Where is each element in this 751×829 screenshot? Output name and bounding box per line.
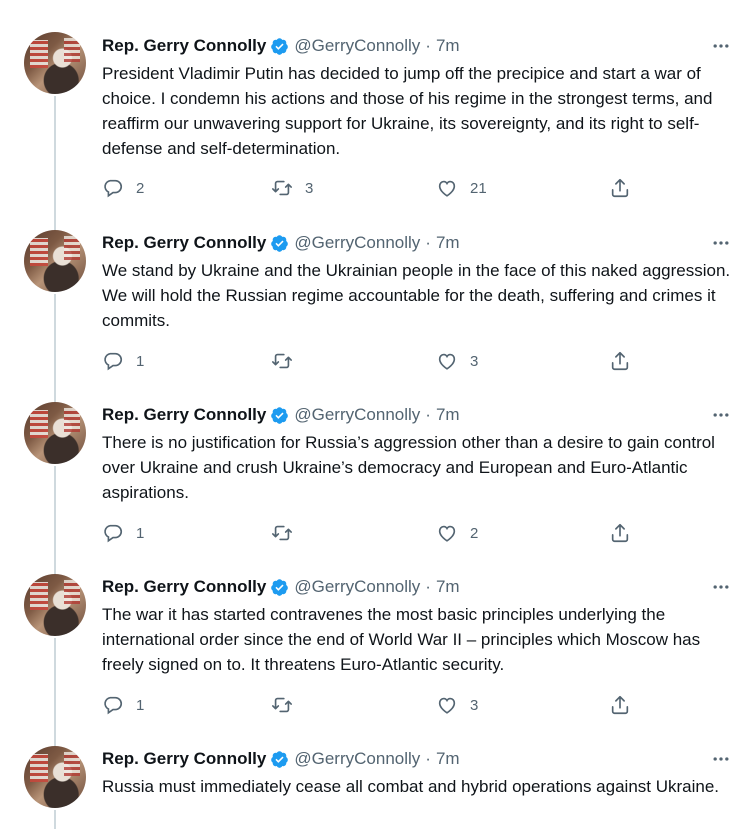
retweet-button[interactable] — [271, 349, 305, 373]
like-count: 3 — [470, 352, 479, 370]
tweet[interactable] — [0, 574, 751, 746]
like-count: 21 — [470, 179, 487, 197]
tweet-text: We stand by Ukraine and the Ukrainian people in the face of this naked aggression. We will hold the Russian regime accountable for the death, suffering and crimes it commits. — [102, 261, 731, 330]
timestamp[interactable]: 7m — [435, 233, 460, 252]
timestamp[interactable]: 7m — [435, 749, 460, 768]
author-handle[interactable]: @GerryConnolly — [294, 405, 421, 424]
tweet-header — [102, 576, 460, 598]
separator-dot: · — [425, 405, 431, 424]
tweet[interactable] — [0, 402, 751, 574]
avatar[interactable] — [24, 230, 86, 292]
verified-badge-icon — [270, 750, 289, 769]
reply-count: 1 — [136, 352, 145, 370]
author-name[interactable]: Rep. Gerry Connolly — [102, 577, 267, 596]
like-icon — [436, 522, 458, 544]
reply-count: 1 — [136, 696, 145, 714]
more-icon[interactable] — [710, 35, 732, 57]
reply-icon — [102, 177, 124, 199]
like-button[interactable] — [436, 521, 478, 545]
like-button[interactable] — [436, 693, 478, 717]
like-icon — [436, 177, 458, 199]
tweet-actions — [0, 349, 751, 373]
share-icon — [609, 522, 631, 544]
like-count: 3 — [470, 696, 479, 714]
share-button[interactable] — [609, 693, 631, 717]
separator-dot: · — [425, 36, 431, 55]
like-count: 2 — [470, 524, 479, 542]
reply-icon — [102, 350, 124, 372]
more-icon[interactable] — [710, 232, 732, 254]
tweet-actions — [0, 521, 751, 545]
tweet-actions — [0, 176, 751, 200]
verified-badge-icon — [270, 578, 289, 597]
reply-button[interactable] — [102, 693, 144, 717]
reply-button[interactable] — [102, 349, 144, 373]
reply-count: 1 — [136, 524, 145, 542]
share-icon — [609, 350, 631, 372]
author-name[interactable]: Rep. Gerry Connolly — [102, 405, 267, 424]
more-icon[interactable] — [710, 576, 732, 598]
author-name[interactable]: Rep. Gerry Connolly — [102, 233, 267, 252]
like-icon — [436, 694, 458, 716]
author-handle[interactable]: @GerryConnolly — [294, 577, 421, 596]
tweet-header — [102, 232, 460, 254]
tweet-actions — [0, 693, 751, 717]
reply-button[interactable] — [102, 521, 144, 545]
retweet-icon — [271, 177, 293, 199]
like-button[interactable] — [436, 176, 487, 200]
reply-count: 2 — [136, 179, 145, 197]
share-button[interactable] — [609, 521, 631, 545]
tweet-header — [102, 404, 460, 426]
separator-dot: · — [425, 749, 431, 768]
avatar[interactable] — [24, 32, 86, 94]
tweet-text: Russia must immediately cease all combat and hybrid operations against Ukraine. — [102, 777, 720, 796]
avatar[interactable] — [24, 574, 86, 636]
more-icon[interactable] — [710, 748, 732, 770]
timestamp[interactable]: 7m — [435, 577, 460, 596]
avatar[interactable] — [24, 402, 86, 464]
tweet[interactable] — [0, 230, 751, 402]
author-handle[interactable]: @GerryConnolly — [294, 749, 421, 768]
more-icon[interactable] — [710, 404, 732, 426]
separator-dot: · — [425, 577, 431, 596]
avatar[interactable] — [24, 746, 86, 808]
timestamp[interactable]: 7m — [435, 405, 460, 424]
tweet[interactable] — [0, 746, 751, 829]
author-name[interactable]: Rep. Gerry Connolly — [102, 36, 267, 55]
retweet-button[interactable] — [271, 176, 313, 200]
retweet-icon — [271, 694, 293, 716]
verified-badge-icon — [270, 234, 289, 253]
share-button[interactable] — [609, 349, 631, 373]
retweet-count: 3 — [305, 179, 314, 197]
tweet-text: President Vladimir Putin has decided to jump off the precipice and start a war of choice. I condemn his actions and those of his regime in the strongest terms, and reaffirm our unwavering support for Ukraine, its sovereignty, and its right to self-defense and self-determination. — [102, 64, 713, 158]
author-name[interactable]: Rep. Gerry Connolly — [102, 749, 267, 768]
author-handle[interactable]: @GerryConnolly — [294, 36, 421, 55]
like-icon — [436, 350, 458, 372]
retweet-icon — [271, 350, 293, 372]
tweet[interactable] — [0, 0, 751, 230]
retweet-icon — [271, 522, 293, 544]
tweet-text: There is no justification for Russia’s aggression other than a desire to gain control over Ukraine and crush Ukraine’s democracy and European and Euro-Atlantic aspirations. — [102, 433, 715, 502]
reply-icon — [102, 694, 124, 716]
retweet-button[interactable] — [271, 693, 305, 717]
tweet-text: The war it has started contravenes the most basic principles underlying the international order since the end of World War II – principles which Moscow has freely signed on to. It threatens Euro-Atlantic security. — [102, 605, 701, 674]
verified-badge-icon — [270, 37, 289, 56]
author-handle[interactable]: @GerryConnolly — [294, 233, 421, 252]
share-icon — [609, 177, 631, 199]
tweet-header — [102, 748, 460, 770]
reply-button[interactable] — [102, 176, 144, 200]
tweet-header — [102, 35, 460, 57]
like-button[interactable] — [436, 349, 478, 373]
timestamp[interactable]: 7m — [435, 36, 460, 55]
share-button[interactable] — [609, 176, 631, 200]
retweet-button[interactable] — [271, 521, 305, 545]
separator-dot: · — [425, 233, 431, 252]
reply-icon — [102, 522, 124, 544]
verified-badge-icon — [270, 406, 289, 425]
share-icon — [609, 694, 631, 716]
